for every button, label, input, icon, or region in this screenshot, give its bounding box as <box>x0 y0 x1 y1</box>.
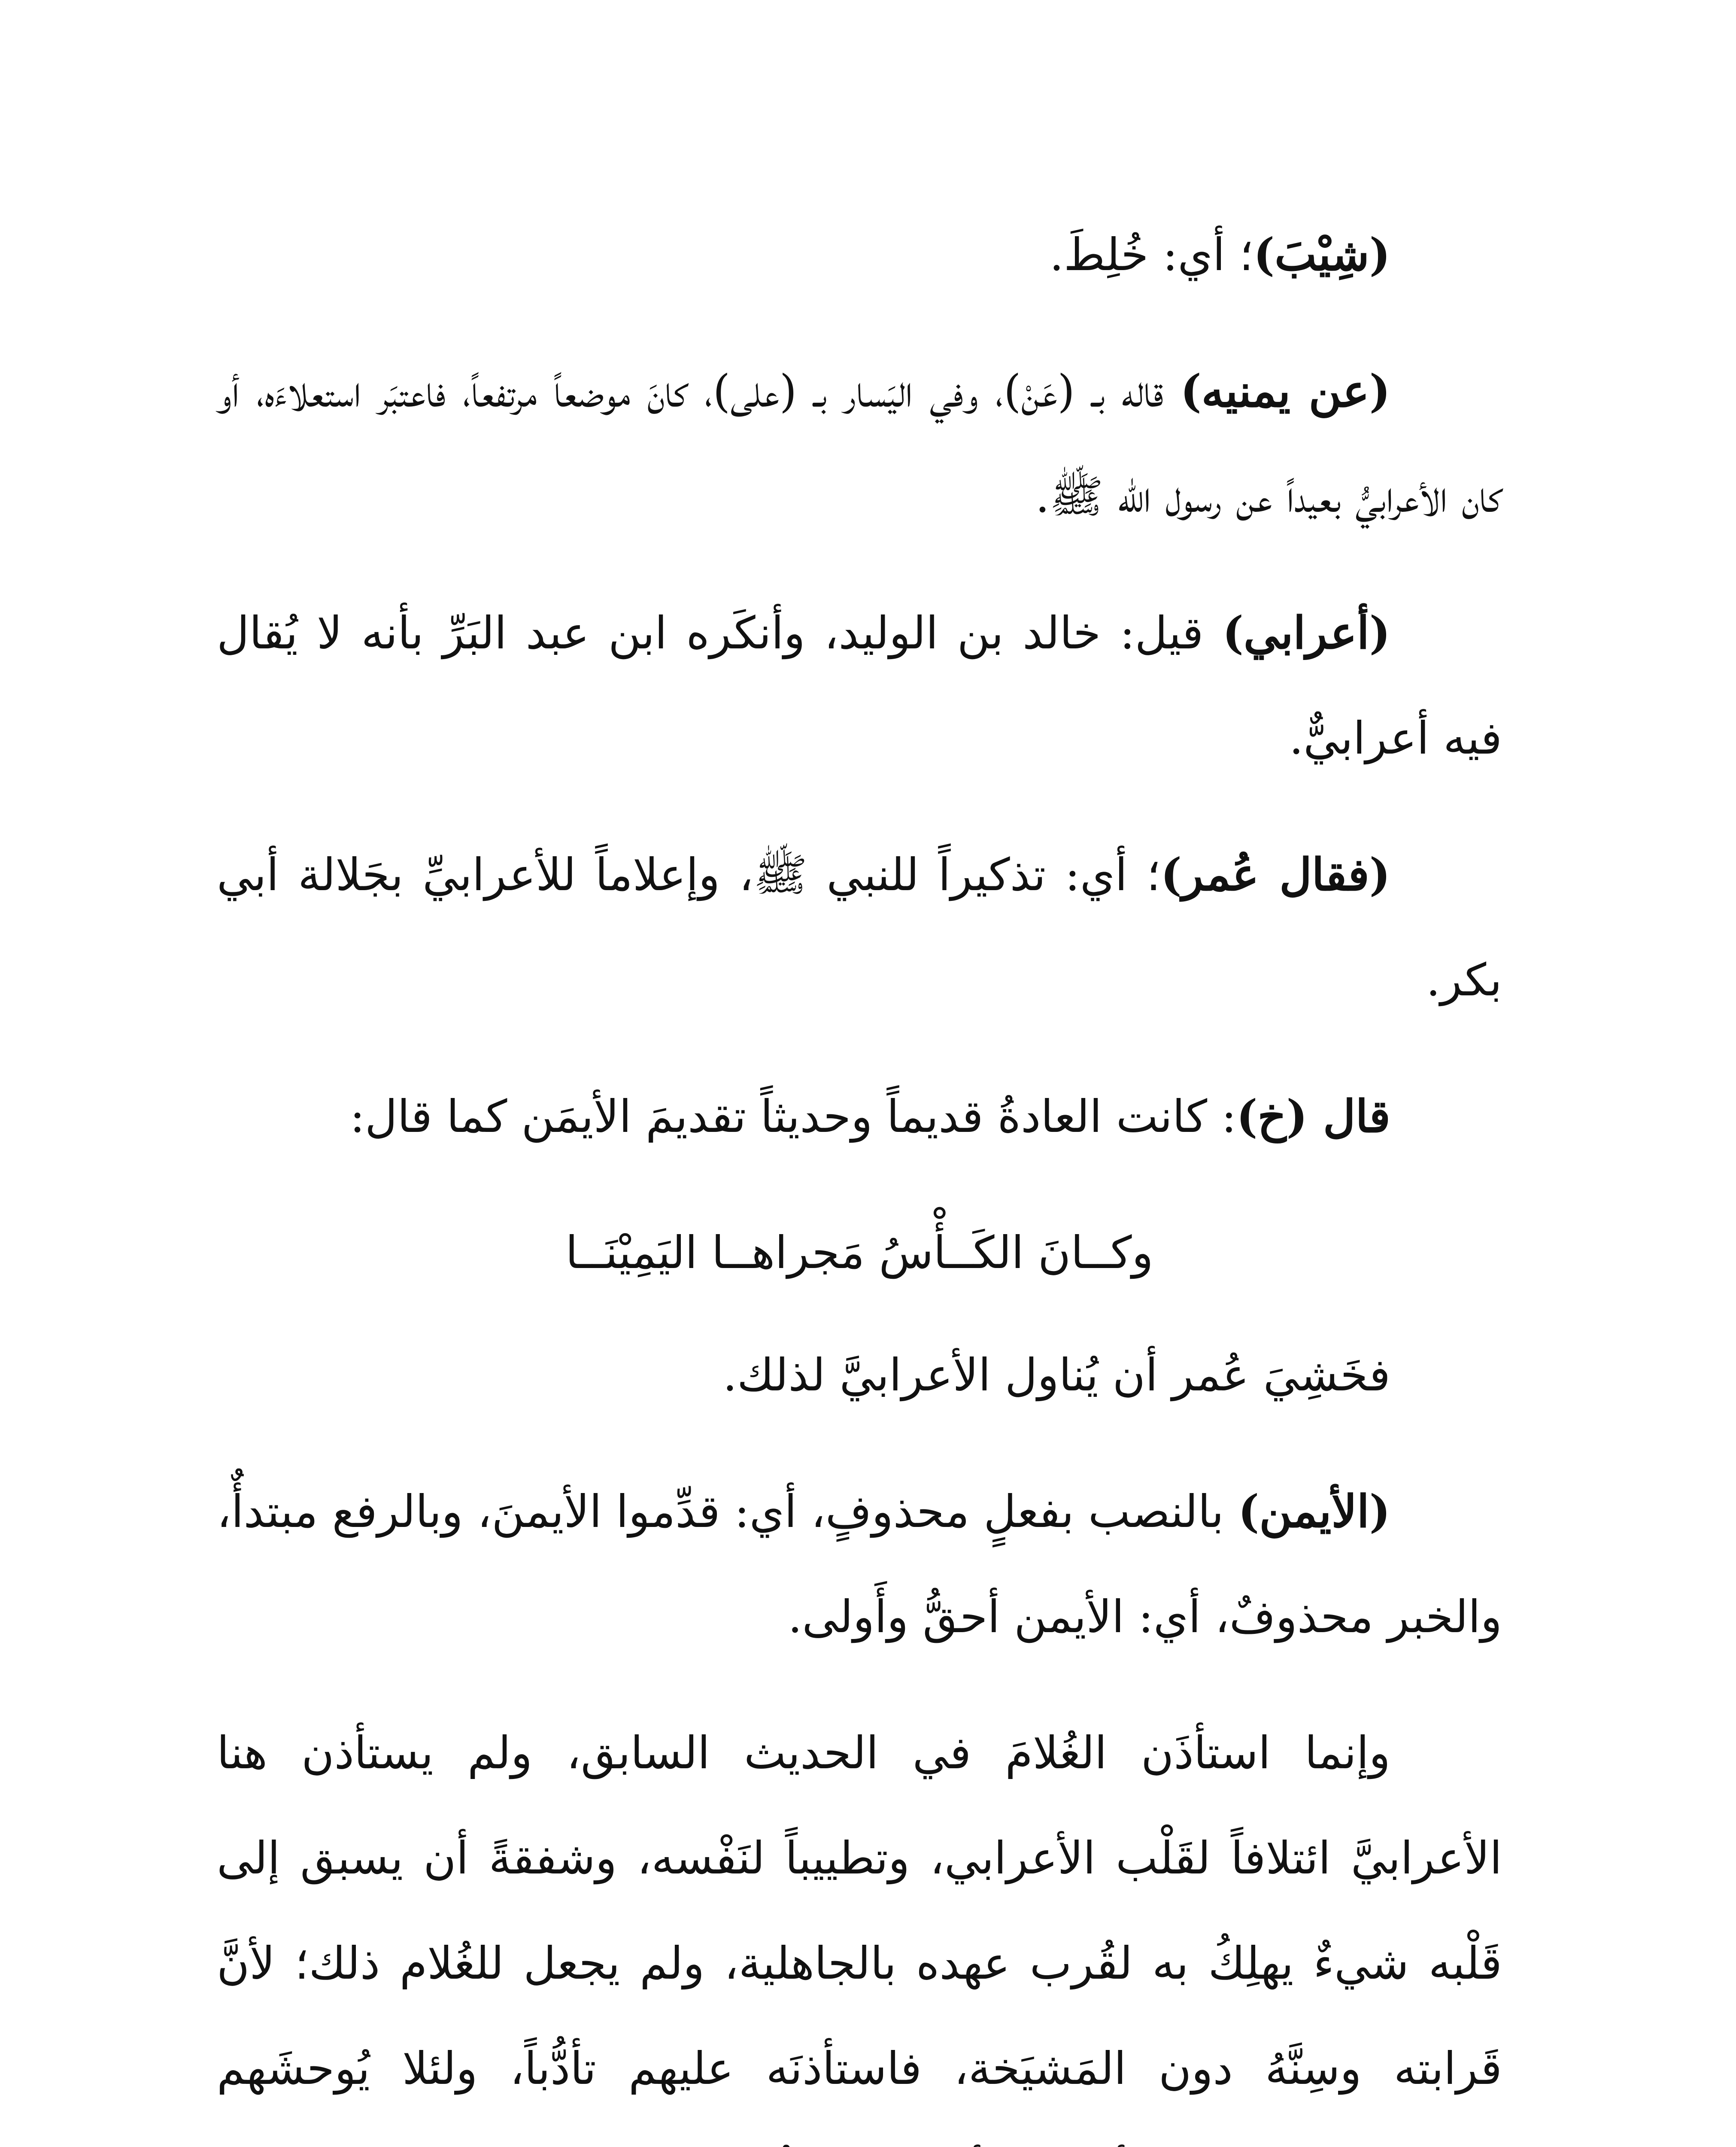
paragraph-text: قيل: خالد بن الوليد، وأنكَره ابن عبد البَرِّ بأنه لا يُقال فيه أعرابيٌّ. <box>217 607 1502 764</box>
lead-term: (شِيْبَ) <box>1253 228 1390 281</box>
paragraph-6 <box>217 1323 1502 1428</box>
page-body <box>217 202 1502 2147</box>
paragraph-1 <box>217 202 1502 307</box>
paragraph-2 <box>217 338 1502 549</box>
paragraph-7 <box>217 1459 1502 1670</box>
paragraph-text: بالنصب بفعلٍ محذوفٍ، أي: قدِّموا الأيمنَ، وبالرفع مبتدأٌ، والخبر محذوفٌ، أي: الأيمن أحقُّ وأَولى. <box>217 1485 1502 1643</box>
paragraph-text: وإنما استأذَن الغُلامَ في الحديث السابق، ولم يستأذن هنا الأعرابيَّ ائتلافاً لقَلْب الأعرابي، وتطييباً لنَفْسه، وشفقةً أن يسبق إلى قَلْبه شيءٌ يهلِكُ به لقُرب عهده بالجاهلية، ولم يجعل للغُلام ذلك؛ لأنَّ قَرابته وسِنَّهُ دون المَشيَخة، فاستأذنَه عليهم تأدُّباً، ولئلا يُوحشَهم <box>217 1727 1502 2095</box>
paragraph-5 <box>217 1064 1502 1169</box>
paragraph-8 <box>217 1700 1502 2147</box>
paragraph-text: ؛ أي: تذكيراً للنبي ﷺ، وإعلاماً للأعرابيِّ بجَلالة أبي بكر. <box>217 848 1502 1006</box>
paragraph-3 <box>217 580 1502 791</box>
paragraph-text: : كانت العادةُ قديماً وحديثاً تقديمَ الأيمَن كما قال: <box>350 1090 1237 1143</box>
lead-term: قال (خ) <box>1236 1090 1390 1143</box>
lead-term: (أعرابي) <box>1222 606 1390 659</box>
lead-term: (عن يمنيه) <box>1180 365 1390 417</box>
lead-term: (فقال عُمر) <box>1160 848 1390 901</box>
verse-text: وكــانَ الكَــأْسُ مَجراهــا اليَمِيْنَــا <box>565 1226 1153 1279</box>
paragraph-text: فخَشِيَ عُمر أن يُناول الأعرابيَّ لذلك. <box>722 1349 1390 1401</box>
lead-term: (الأيمن) <box>1238 1485 1390 1538</box>
paragraph-4 <box>217 822 1502 1033</box>
paragraph-text: قاله بـ (عَنْ)، وفي اليَسار بـ (على)، كانَ موضعاً مرتفعاً، فاعتبَر استعلاءَه، أو كان الأعرابيُّ بعيداً عن رسول الله ﷺ. <box>217 365 1502 523</box>
poetry-verse <box>217 1200 1502 1305</box>
paragraph-text: ؛ أي: خُلِطَ. <box>1049 228 1253 281</box>
